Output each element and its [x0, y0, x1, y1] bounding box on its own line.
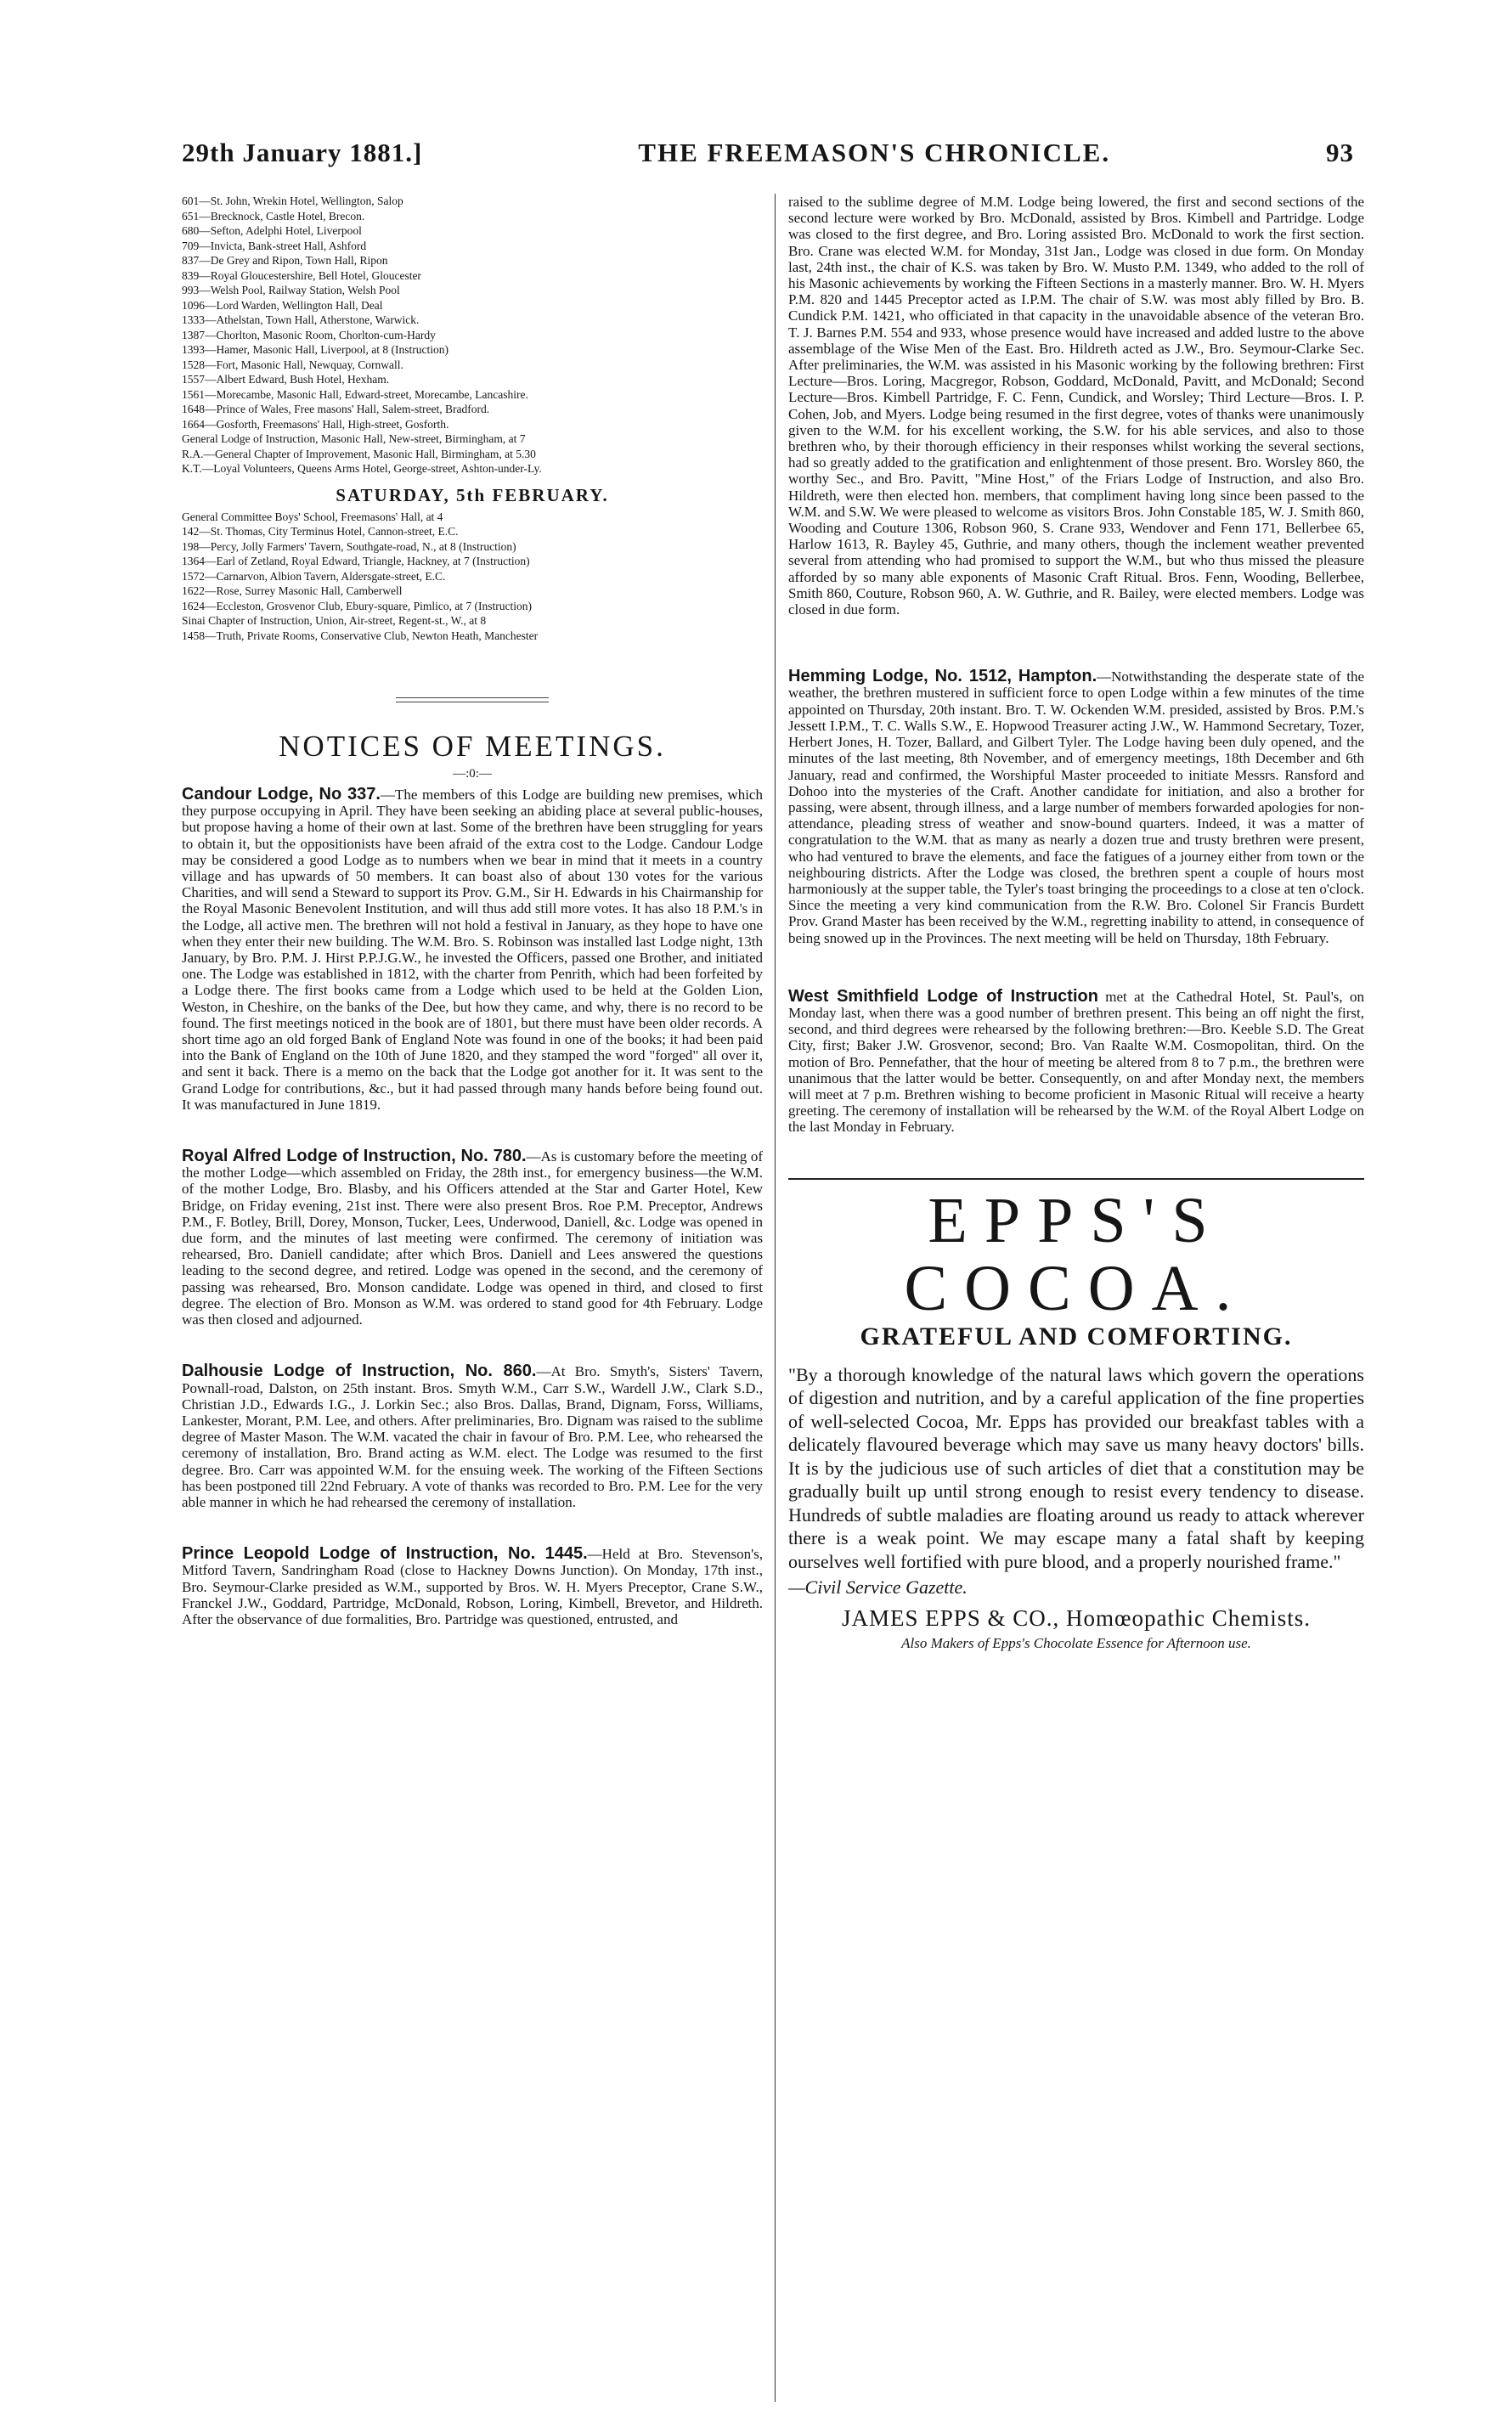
- meeting-list-item: General Lodge of Instruction, Masonic Hall, New-street, Birmingham, at 7: [182, 432, 526, 445]
- notices-heading: NOTICES OF MEETINGS.: [279, 730, 666, 763]
- article-body: —At Bro. Smyth's, Sisters' Tavern, Pownall-road, Dalston, on 25th instant. Bros. Smyth W.M., Carr S.W., Wardell J.W., Clark S.D., Christian J.D., Edwards I.G., J. Lorkin Sec.; also Bros. Dallas, Brand, Dignam, Forss, Williams, Lankester, Morant, P.M. Lee, and others. After preliminaries, Bro. Dignam was raised to the sublime degree of Master Mason. The W.M. vacated the chair in favour of Bro. P.M. Lee, who rehearsed the ceremony of installation, Bro. Brand acting as W.M. elect. The Lodge was resumed to the first degree. Bro. Carr was appointed W.M. for the ensuing week. The working of the Fifteen Sections has been postponed till 22nd February. A vote of thanks was recorded to Bro. P.M. Lee for the very able manner in which he had rehearsed the ceremony of installation.: [182, 1363, 763, 1510]
- meeting-list-item: R.A.—General Chapter of Improvement, Masonic Hall, Birmingham, at 5.30: [182, 447, 536, 460]
- meeting-list-item: 601—St. John, Wrekin Hotel, Wellington, Salop: [182, 195, 403, 207]
- article-royal-alfred-lodge: [182, 1148, 763, 1328]
- notices-ornament: —:0:—: [453, 767, 492, 781]
- saturday-meetings-list: [182, 510, 763, 644]
- article-prince-leopold-continued: [788, 194, 1364, 618]
- article-candour-lodge: [182, 787, 763, 1113]
- meeting-list-item: 198—Percy, Jolly Farmers' Tavern, Southgate-road, N., at 8 (Instruction): [182, 539, 516, 553]
- advert-source: —Civil Service Gazette.: [788, 1576, 968, 1599]
- meeting-list-item: K.T.—Loyal Volunteers, Queens Arms Hotel, George-street, Ashton-under-Ly.: [182, 462, 542, 475]
- meeting-list-item: 680—Sefton, Adelphi Hotel, Liverpool: [182, 224, 362, 237]
- meeting-list-item: General Committee Boys' School, Freemasons' Hall, at 4: [182, 510, 443, 523]
- epps-cocoa-advert: [788, 1178, 1364, 1653]
- article-dalhousie-lodge: [182, 1363, 763, 1510]
- article-lead: Hemming Lodge, No. 1512, Hampton.: [788, 667, 1097, 686]
- meeting-list-item: 142—St. Thomas, City Terminus Hotel, Cannon-street, E.C.: [182, 525, 459, 538]
- masthead-title: THE FREEMASON'S CHRONICLE.: [638, 138, 1111, 167]
- meeting-list-item: Sinai Chapter of Instruction, Union, Air-street, Regent-st., W., at 8: [182, 614, 487, 627]
- article-body: raised to the sublime degree of M.M. Lodge being lowered, the first and second sections of the second lecture were worked by Bro. McDonald, assisted by Bros. Kimbell and Partridge. Lodge was closed to the first degree, and Bro. Loring assisted Bro. McDonald to work the first section. Bro. Crane was elected W.M. for Monday, 31st Jan., Lodge was closed in due form. On Monday last, 24th inst., the chair of K.S. was taken by Bro. W. Musto P.M. 1349, who added to the roll of his Masonic achievements by working the Fifteen Sections in a masterly manner. Bro. W. H. Myers P.M. 820 and 1445 Preceptor acted as I.P.M. The chair of S.W. was most ably filled by Bro. B. Cundick P.M. 1421, who officiated in that capacity in the unavoidable absence of the veteran Bro. T. J. Barnes P.M. 554 and 933, whose presence would have increased and added lustre to the above assemblage of the Wise Men of the East. Bro. Hildreth acted as J.W., Bro. Seymour-Clarke Sec. After preliminaries, the W.M. was assisted in his Masonic working by the following brethren: First Lecture—Bros. Loring, Macgregor, Robson, Goddard, McDonald, Pavitt, and McDonald; Second Lecture—Bros. Kimbell Partridge, F. C. Fenn, Cundick, and Worsley; Third Lecture—Bros. I. P. Cohen, Job, and Myers. Lodge being resumed in the first degree, votes of thanks were unanimously given to the W.M. for his excellent working, the S.W. for his able services, and also to those brethren who, by their thorough efficiency in their responses whilst working the several sections, had so greatly added to the gratification and enlightenment of those present. Bro. Worsley 860, the worthy Sec., and Bro. Pavitt, "Mine Host," of the Friars Lodge of Instruction, and also Bro. Hildreth, were then elected hon. members, that compliment having long since been passed to the W.M. and S.W. We were pleased to welcome as visitors Bros. John Constable 185, W. J. Smith 860, Wooding and Couture 1306, Robson 960, S. Crane 933, Wendover and Fenn 171, Bellerbee 65, Harlow 1613, R. Bayley 45, Guthrie, and many others, though the inclement weather prevented several from attending who had promised to support the W.M., but who thus missed the pleasure afforded by so many able exponents of Masonic Craft Ritual. Bros. Fenn, Wooding, Bellerbee, Smith 860, Couture, Robson 960, A. W. Guthrie, and R. Bailey, were elected members. Lodge was closed in due form.: [788, 194, 1364, 618]
- meeting-list-item: 1648—Prince of Wales, Free masons' Hall, Salem-street, Bradford.: [182, 403, 490, 415]
- column-divider: [775, 194, 776, 2402]
- article-hemming-lodge: [788, 668, 1364, 945]
- advert-title: EPPS'S COCOA.: [904, 1184, 1249, 1324]
- meeting-list-item: 1572—Carnarvon, Albion Tavern, Aldersgate-street, E.C.: [182, 569, 446, 583]
- header-date: 29th January 1881.]: [182, 138, 423, 167]
- advert-note: Also Makers of Epps's Chocolate Essence for Afternoon use.: [901, 1635, 1251, 1652]
- meeting-list-item: 709—Invicta, Bank-street Hall, Ashford: [182, 239, 367, 252]
- page-number: 93: [1326, 138, 1354, 167]
- friday-meetings-list: [182, 194, 763, 477]
- section-divider: [396, 697, 549, 702]
- meeting-list-item: 1096—Lord Warden, Wellington Hall, Deal: [182, 298, 383, 312]
- meeting-list-item: 1622—Rose, Surrey Masonic Hall, Camberwell: [182, 584, 403, 597]
- meeting-list-item: 1458—Truth, Private Rooms, Conservative Club, Newton Heath, Manchester: [182, 629, 539, 642]
- meeting-list-item: 1528—Fort, Masonic Hall, Newquay, Cornwall.: [182, 358, 403, 371]
- saturday-heading: SATURDAY, 5th FEBRUARY.: [336, 484, 609, 505]
- meeting-list-item: 1393—Hamer, Masonic Hall, Liverpool, at 8 (Instruction): [182, 343, 449, 356]
- meeting-list-item: 1557—Albert Edward, Bush Hotel, Hexham.: [182, 373, 390, 386]
- meeting-list-item: 1333—Athelstan, Town Hall, Atherstone, Warwick.: [182, 313, 420, 326]
- meeting-list-item: 1387—Chorlton, Masonic Room, Chorlton-cum-Hardy: [182, 328, 436, 341]
- article-lead: Dalhousie Lodge of Instruction, No. 860.: [182, 1362, 537, 1381]
- advert-subtitle: GRATEFUL AND COMFORTING.: [860, 1322, 1293, 1351]
- article-body: —Held at Bro. Stevenson's, Mitford Tavern, Sandringham Road (close to Hackney Downs Junction). On Monday, 17th inst., Bro. Seymour-Clarke presided as W.M., supported by Bros. W. H. Myers Preceptor, Crane S.W., Franckel J.W., Goddard, Partridge, McDonald, Robson, Loring, Kimbell, Brevetor, and Hildreth. After the observance of due formalities, Bro. Partridge was questioned, entrusted, and: [182, 1546, 763, 1627]
- meeting-list-item: 993—Welsh Pool, Railway Station, Welsh Pool: [182, 284, 400, 296]
- article-west-smithfield-lodge: [788, 986, 1364, 1136]
- article-lead: West Smithfield Lodge of Instruction: [788, 986, 1098, 1006]
- left-column: [182, 194, 763, 2394]
- article-body: —The members of this Lodge are building new premises, which they purpose occupying in April. They have been seeking an abiding place at several public-houses, but propose having a home of their own at last. Some of the brethren have been struggling for years to obtain it, but the oppositionists have been afraid of the extra cost to the Lodge. Candour Lodge may be considered a good Lodge as to numbers when we bear in mind that it meets in a country village and has upwards of 50 members. It can boast also of about 130 votes for the various Charities, and will send a Steward to support its Prov. G.M., Sir H. Edwards in his Chairmanship for the Royal Masonic Benevolent Institution, and will thus add still more votes. It has also 18 P.M.'s in the Lodge, all active men. The brethren will not hold a festival in January, as they hope to have one when they enter their new building. The W.M. Bro. S. Robinson was installed last Lodge night, 13th January, by Bro. P.M. J. Hirst P.P.J.G.W., he invested the Officers, passed one Brother, and initiated one. The Lodge was established in 1812, with the charter from Penrith, which had been forfeited by a Lodge there. The first books came from a Lodge which used to be held at the Golden Lion, Weston, in Cheshire, on the banks of the Dee, but how they came, and why, there is no record to be found. The first meetings noticed in the book are of 1801, but there must have been older records. A short time ago an old forged Bank of England Note was found in one of the books; it had been paid into the Bank of England on the 10th of June 1820, and they stamped the word "forged" all over it, and sent it back. There is a memo on the back that the Lodge got another for it. It was sent to the Grand Lodge for contributions, &c., but it had passed through many hands before being found out. It was manufactured in June 1819.: [182, 787, 763, 1113]
- meeting-list-item: 1664—Gosforth, Freemasons' Hall, High-street, Gosforth.: [182, 417, 449, 431]
- meeting-list-item: 837—De Grey and Ripon, Town Hall, Ripon: [182, 254, 388, 267]
- page-header: [182, 138, 1354, 183]
- article-body: met at the Cathedral Hotel, St. Paul's, on Monday last, when there was a good number of brethren present. This being an off night the first, second, and third degrees were rehearsed by the following brethren:—Bro. Keeble S.D. The Great City, first; Baker J.W. Grosvenor, second; Bro. Van Raalte W.M. Cosmopolitan, third. On the motion of Bro. Pennefather, that the hour of meeting be altered from 8 to 7 p.m., the brethren were unanimous that the latter would be better. Consequently, on and after Monday next, the members will meet at 7 p.m. Brethren wishing to become proficient in Masonic Ritual will receive a hearty greeting. The ceremony of installation will be rehearsed by the W.M. of the Royal Albert Lodge on the last Monday in February.: [788, 988, 1364, 1136]
- meeting-list-item: 651—Brecknock, Castle Hotel, Brecon.: [182, 209, 365, 223]
- meeting-list-item: 1561—Morecambe, Masonic Hall, Edward-street, Morecambe, Lancashire.: [182, 387, 528, 401]
- article-body: —As is customary before the meeting of the mother Lodge—which assembled on Friday, the 28th inst., for emergency business—the W.M. of the mother Lodge, Bro. Blasby, and his Officers attended at the Star and Garter Hotel, Kew Bridge, on Friday evening, 21st inst. There were also present Bros. Roe P.M. Preceptor, Andrews P.M., F. Botley, Brill, Dorey, Monson, Tucker, Lees, Underwood, Daniell, &c. Lodge was opened in due form, and the minutes of last meeting were confirmed. The ceremony of initiation was rehearsed, Bro. Daniell candidate; after which Bros. Daniell and Lees answered the questions leading to the second degree, and retired. Lodge was opened in the second, and the ceremony of passing was rehearsed, Bro. Monson candidate. Lodge was opened in third, and closed to first degree. The election of Bro. Monson as W.M. was ordered to stand good for 4th February. Lodge was then closed and adjourned.: [182, 1148, 763, 1328]
- article-lead: Royal Alfred Lodge of Instruction, No. 780.: [182, 1147, 527, 1166]
- meeting-list-item: 839—Royal Gloucestershire, Bell Hotel, Gloucester: [182, 268, 421, 282]
- right-column: [788, 194, 1364, 2394]
- article-prince-leopold-lodge: [182, 1546, 763, 1627]
- article-lead: Candour Lodge, No 337.: [182, 785, 381, 804]
- advert-body: "By a thorough knowledge of the natural laws which govern the operations of digestion and nutrition, and by a careful application of the fine properties of well-selected Cocoa, Mr. Epps has provided our breakfast tables with a delicately flavoured beverage which may save us many heavy doctors' bills. It is by the judicious use of such articles of diet that a constitution may be gradually built up until strong enough to resist every tendency to disease. Hundreds of subtle maladies are floating around us ready to attack wherever there is a weak point. We may escape many a fatal shaft by keeping ourselves well fortified with pure blood, and a properly nourished frame.": [788, 1363, 1364, 1572]
- meeting-list-item: 1624—Eccleston, Grosvenor Club, Ebury-square, Pimlico, at 7 (Instruction): [182, 599, 533, 612]
- advert-firm: JAMES EPPS & CO., Homœopathic Chemists.: [841, 1605, 1312, 1632]
- article-lead: Prince Leopold Lodge of Instruction, No. 1445.: [182, 1544, 588, 1564]
- meeting-list-item: 1364—Earl of Zetland, Royal Edward, Triangle, Hackney, at 7 (Instruction): [182, 555, 530, 567]
- article-body: —Notwithstanding the desperate state of the weather, the brethren mustered in sufficient force to open Lodge within a few minutes of the time appointed on Thursday, 20th instant. Bro. T. W. Ockenden W.M. presided, assisted by Bros. P.M.'s Jessett I.P.M., T. C. Walls S.W., E. Hopwood Treasurer acting J.W., W. Hammond Secretary, Tozer, Herbert Jones, H. Tozer, Ballard, and Gilbert Tyler. The Lodge having been duly opened, and the minutes of the last meeting, 8th November, and of emergency meetings, 18th December and 6th January, read and confirmed, the Worshipful Master proceeded to initiate Messrs. Ransford and Dohoo into the mysteries of the Craft. Another candidate for initiation, and also a brother for passing, were absent, through illness, and a large number of members forwarded apologies for non-attendance, pleading stress of weather and snow-bound quarters. Indeed, it was a matter of congratulation to the W.M. that as many as nearly a dozen true and trusty brethren were present, who had ventured to brave the elements, and face the fatigues of a journey either from town or the neighbouring districts. After the Lodge was closed, the brethren spent a couple of hours most harmoniously at the supper table, the Tyler's toast bringing the proceedings to a close at ten o'clock. Since the meeting a very kind communication from the R.W. Bro. Colonel Sir Francis Burdett Prov. Grand Master has been received by the W.M., regretting inability to attend, in consequence of being snowed up in the Provinces. The next meeting will be held on Thursday, 18th February.: [788, 668, 1364, 946]
